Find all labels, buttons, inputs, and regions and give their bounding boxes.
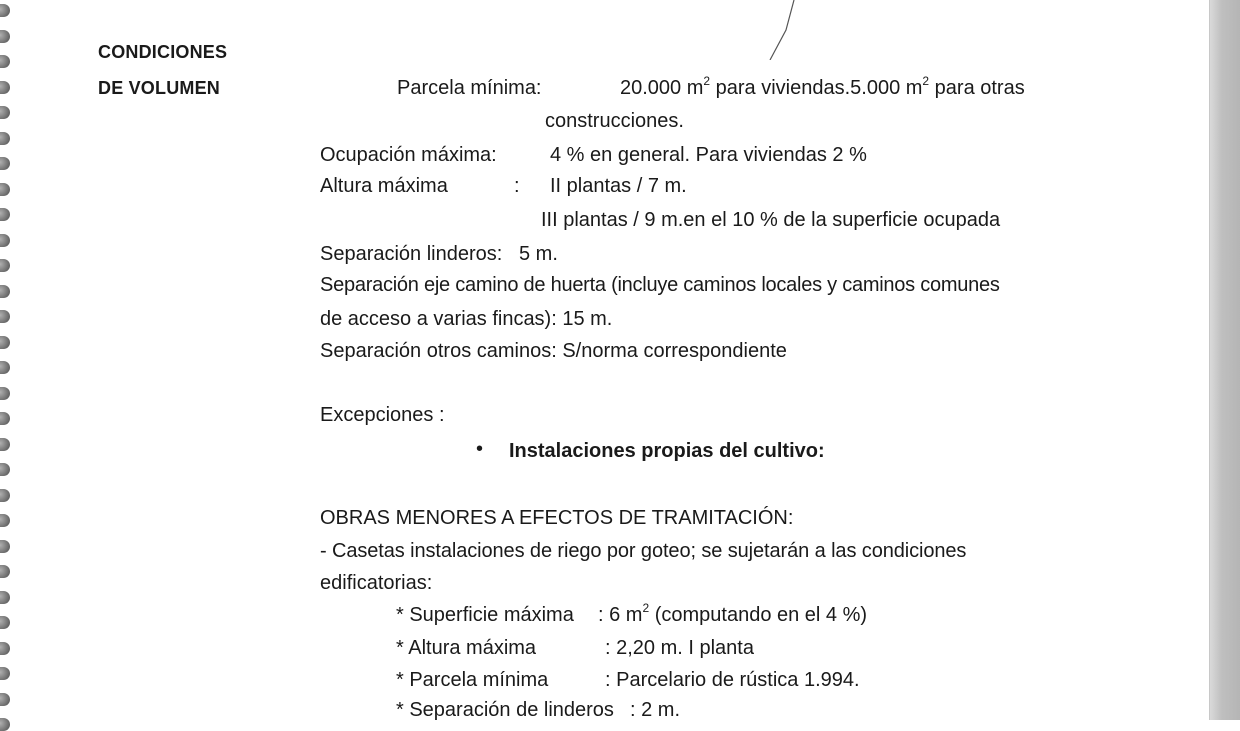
altura-value2: III plantas / 9 m.en el 10 % de la superficie ocupada: [541, 209, 1001, 231]
condition-superficie-value: : 6 $m^2$ (computando en el 4 %): [598, 601, 868, 626]
condition-superficie-label: * Superficie máxima: [396, 604, 574, 626]
binding-hole: [0, 463, 10, 476]
binding-hole: [0, 183, 10, 196]
casetas-line1: - Casetas instalaciones de riego por goteo; se sujetarán a las condiciones: [320, 540, 967, 562]
binding-hole: [0, 693, 10, 706]
binding-hole: [0, 55, 10, 68]
altura-colon: :: [514, 175, 520, 197]
excepciones-label: Excepciones :: [320, 404, 445, 426]
binding-hole: [0, 514, 10, 527]
ocupacion-value: 4 % en general. Para viviendas 2 %: [550, 144, 867, 166]
parcela-minima-value: 20.000 $m^2$ para viviendas.5.000 $m^2$ para otras: [620, 74, 1025, 99]
condition-separacion-label: * Separación de linderos: [396, 699, 614, 721]
altura-label: Altura máxima: [320, 175, 448, 197]
section-heading-line1: CONDICIONES: [98, 42, 228, 62]
pen-mark: [758, 0, 798, 60]
binding-hole: [0, 361, 10, 374]
binding-hole: [0, 4, 10, 17]
binding-hole: [0, 438, 10, 451]
binding-hole: [0, 565, 10, 578]
binding-hole: [0, 412, 10, 425]
condition-parcela-label: * Parcela mínima: [396, 669, 549, 691]
separacion-eje-line2: de acceso a varias fincas): 15 m.: [320, 308, 613, 330]
separacion-linderos-value: 5 m.: [519, 243, 558, 265]
casetas-line2: edificatorias:: [320, 572, 433, 594]
binding-hole: [0, 591, 10, 604]
altura-value1: II plantas / 7 m.: [550, 175, 687, 197]
bullet-dot: •: [476, 438, 484, 460]
binding-hole: [0, 387, 10, 400]
separacion-linderos-label: Separación linderos:: [320, 243, 503, 265]
binding-hole: [0, 667, 10, 680]
binding-hole: [0, 81, 10, 94]
condition-parcela-value: : Parcelario de rústica 1.994.: [605, 669, 860, 691]
binding-hole: [0, 642, 10, 655]
binding-hole: [0, 336, 10, 349]
parcela-minima-continuation: construcciones.: [545, 110, 684, 132]
binding-hole: [0, 616, 10, 629]
binding-hole: [0, 540, 10, 553]
obras-menores-heading: OBRAS MENORES A EFECTOS DE TRAMITACIÓN:: [320, 507, 794, 529]
section-heading-line2: DE VOLUMEN: [98, 78, 221, 98]
binding-hole: [0, 132, 10, 145]
parcela-minima-label: Parcela mínima:: [397, 77, 542, 99]
ocupacion-label: Ocupación máxima:: [320, 144, 497, 166]
condition-altura-label: * Altura máxima: [396, 637, 537, 659]
binding-hole: [0, 285, 10, 298]
condition-separacion-value: : 2 m.: [630, 699, 681, 721]
binding-hole: [0, 208, 10, 221]
binding-hole: [0, 106, 10, 119]
binding-hole: [0, 310, 10, 323]
binding-hole: [0, 234, 10, 247]
separacion-otros: Separación otros caminos: S/norma correspondiente: [320, 340, 787, 362]
binding-hole: [0, 30, 10, 43]
bullet-title: Instalaciones propias del cultivo:: [509, 440, 825, 462]
separacion-eje-line1: Separación eje camino de huerta (incluye caminos locales y caminos comunes: [320, 274, 1000, 296]
condition-altura-value: : 2,20 m. I planta: [605, 637, 754, 659]
binding-hole: [0, 157, 10, 170]
binding-hole: [0, 489, 10, 502]
spiral-binding: [0, 0, 14, 720]
page-edge-shadow: [1209, 0, 1240, 720]
binding-hole: [0, 259, 10, 272]
